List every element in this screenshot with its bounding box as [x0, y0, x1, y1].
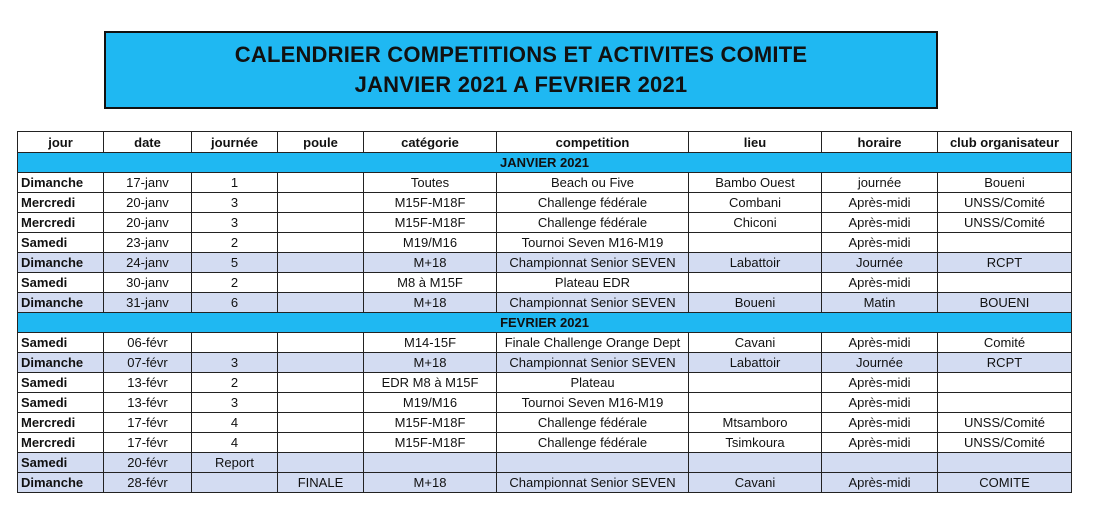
cell-date: 28-févr	[104, 473, 192, 493]
cell-competition: Plateau	[497, 373, 689, 393]
cell-categorie: M15F-M18F	[364, 213, 497, 233]
cell-poule	[278, 253, 364, 273]
cell-journee: 3	[192, 353, 278, 373]
cell-lieu	[689, 233, 822, 253]
cell-journee: 1	[192, 173, 278, 193]
cell-lieu: Labattoir	[689, 353, 822, 373]
cell-categorie: M+18	[364, 253, 497, 273]
cell-competition: Championnat Senior SEVEN	[497, 353, 689, 373]
cell-jour: Mercredi	[18, 213, 104, 233]
month-band-row	[18, 313, 1072, 333]
cell-lieu: Boueni	[689, 293, 822, 313]
cell-lieu	[689, 373, 822, 393]
cell-date: 30-janv	[104, 273, 192, 293]
table-row	[18, 453, 1072, 473]
cell-club	[938, 373, 1072, 393]
cell-categorie: M8 à M15F	[364, 273, 497, 293]
cell-competition: Challenge fédérale	[497, 213, 689, 233]
column-header: jour	[18, 132, 104, 153]
cell-jour: Dimanche	[18, 253, 104, 273]
cell-date: 20-janv	[104, 213, 192, 233]
cell-journee: 3	[192, 193, 278, 213]
table-row	[18, 373, 1072, 393]
cell-competition: Challenge fédérale	[497, 433, 689, 453]
cell-date: 13-févr	[104, 373, 192, 393]
cell-lieu: Combani	[689, 193, 822, 213]
month-label: FEVRIER 2021	[18, 313, 1072, 333]
cell-lieu: Mtsamboro	[689, 413, 822, 433]
column-header: lieu	[689, 132, 822, 153]
column-header: club organisateur	[938, 132, 1072, 153]
month-label: JANVIER 2021	[18, 153, 1072, 173]
cell-categorie: M15F-M18F	[364, 413, 497, 433]
cell-poule	[278, 173, 364, 193]
cell-categorie: M19/M16	[364, 393, 497, 413]
cell-club: Comité	[938, 333, 1072, 353]
cell-lieu: Chiconi	[689, 213, 822, 233]
cell-jour: Dimanche	[18, 353, 104, 373]
month-band-row	[18, 153, 1072, 173]
cell-jour: Samedi	[18, 233, 104, 253]
cell-horaire: Après-midi	[822, 393, 938, 413]
cell-categorie	[364, 453, 497, 473]
cell-journee: 6	[192, 293, 278, 313]
cell-date: 06-févr	[104, 333, 192, 353]
cell-date: 23-janv	[104, 233, 192, 253]
cell-horaire: Après-midi	[822, 373, 938, 393]
column-header: horaire	[822, 132, 938, 153]
cell-lieu: Cavani	[689, 473, 822, 493]
cell-horaire: Après-midi	[822, 333, 938, 353]
cell-horaire	[822, 453, 938, 473]
table-body	[18, 153, 1072, 493]
cell-date: 24-janv	[104, 253, 192, 273]
cell-competition: Challenge fédérale	[497, 193, 689, 213]
cell-poule	[278, 413, 364, 433]
cell-poule	[278, 193, 364, 213]
cell-poule	[278, 373, 364, 393]
cell-date: 31-janv	[104, 293, 192, 313]
cell-categorie: M15F-M18F	[364, 193, 497, 213]
cell-journee: 3	[192, 213, 278, 233]
cell-lieu: Labattoir	[689, 253, 822, 273]
cell-competition: Challenge fédérale	[497, 413, 689, 433]
cell-club: UNSS/Comité	[938, 433, 1072, 453]
cell-categorie: M+18	[364, 293, 497, 313]
table-row	[18, 273, 1072, 293]
table-row	[18, 473, 1072, 493]
cell-poule	[278, 353, 364, 373]
cell-competition	[497, 453, 689, 473]
cell-poule	[278, 453, 364, 473]
cell-competition: Beach ou Five	[497, 173, 689, 193]
cell-club: UNSS/Comité	[938, 213, 1072, 233]
cell-competition: Tournoi Seven M16-M19	[497, 393, 689, 413]
table-row	[18, 193, 1072, 213]
cell-jour: Dimanche	[18, 173, 104, 193]
cell-journee: 2	[192, 373, 278, 393]
cell-club: COMITE	[938, 473, 1072, 493]
cell-date: 20-févr	[104, 453, 192, 473]
cell-journee	[192, 333, 278, 353]
cell-poule	[278, 393, 364, 413]
cell-journee: 2	[192, 273, 278, 293]
cell-poule	[278, 433, 364, 453]
cell-horaire: Après-midi	[822, 413, 938, 433]
cell-horaire: Après-midi	[822, 213, 938, 233]
column-header: date	[104, 132, 192, 153]
cell-date: 17-janv	[104, 173, 192, 193]
cell-date: 17-févr	[104, 433, 192, 453]
cell-categorie: M+18	[364, 353, 497, 373]
cell-club	[938, 273, 1072, 293]
column-header: poule	[278, 132, 364, 153]
column-header: catégorie	[364, 132, 497, 153]
cell-categorie: EDR M8 à M15F	[364, 373, 497, 393]
cell-poule	[278, 333, 364, 353]
cell-lieu: Tsimkoura	[689, 433, 822, 453]
cell-jour: Samedi	[18, 373, 104, 393]
cell-horaire: Matin	[822, 293, 938, 313]
cell-club: BOUENI	[938, 293, 1072, 313]
cell-journee: 4	[192, 413, 278, 433]
column-header: journée	[192, 132, 278, 153]
cell-lieu	[689, 453, 822, 473]
cell-categorie: M14-15F	[364, 333, 497, 353]
cell-categorie: M15F-M18F	[364, 433, 497, 453]
cell-categorie: M+18	[364, 473, 497, 493]
cell-horaire: Après-midi	[822, 273, 938, 293]
cell-date: 13-févr	[104, 393, 192, 413]
cell-journee: 4	[192, 433, 278, 453]
cell-horaire: Journée	[822, 253, 938, 273]
table-row	[18, 433, 1072, 453]
cell-competition: Tournoi Seven M16-M19	[497, 233, 689, 253]
cell-competition: Championnat Senior SEVEN	[497, 473, 689, 493]
cell-date: 17-févr	[104, 413, 192, 433]
table-row	[18, 213, 1072, 233]
cell-poule	[278, 213, 364, 233]
cell-journee: Report	[192, 453, 278, 473]
cell-club	[938, 233, 1072, 253]
cell-lieu	[689, 273, 822, 293]
cell-club: UNSS/Comité	[938, 193, 1072, 213]
cell-club: RCPT	[938, 253, 1072, 273]
cell-competition: Finale Challenge Orange Dept	[497, 333, 689, 353]
cell-jour: Dimanche	[18, 473, 104, 493]
title-banner	[104, 31, 938, 109]
cell-competition: Plateau EDR	[497, 273, 689, 293]
cell-competition: Championnat Senior SEVEN	[497, 293, 689, 313]
cell-jour: Samedi	[18, 333, 104, 353]
cell-journee: 3	[192, 393, 278, 413]
cell-horaire: Après-midi	[822, 473, 938, 493]
cell-jour: Samedi	[18, 453, 104, 473]
cell-club	[938, 393, 1072, 413]
cell-competition: Championnat Senior SEVEN	[497, 253, 689, 273]
cell-journee: 2	[192, 233, 278, 253]
title-line-2: JANVIER 2021 A FEVRIER 2021	[354, 72, 688, 97]
cell-date: 20-janv	[104, 193, 192, 213]
cell-club	[938, 453, 1072, 473]
cell-lieu: Cavani	[689, 333, 822, 353]
cell-horaire: Après-midi	[822, 433, 938, 453]
table-row	[18, 253, 1072, 273]
cell-journee: 5	[192, 253, 278, 273]
table-row	[18, 393, 1072, 413]
cell-jour: Samedi	[18, 393, 104, 413]
cell-jour: Samedi	[18, 273, 104, 293]
cell-lieu: Bambo Ouest	[689, 173, 822, 193]
cell-jour: Mercredi	[18, 193, 104, 213]
cell-horaire: Journée	[822, 353, 938, 373]
cell-club: UNSS/Comité	[938, 413, 1072, 433]
cell-jour: Mercredi	[18, 413, 104, 433]
cell-poule	[278, 273, 364, 293]
cell-horaire: Après-midi	[822, 233, 938, 253]
cell-club: RCPT	[938, 353, 1072, 373]
table-row	[18, 233, 1072, 253]
cell-club: Boueni	[938, 173, 1072, 193]
header-row	[18, 132, 1072, 153]
table-row	[18, 353, 1072, 373]
cell-poule	[278, 233, 364, 253]
cell-date: 07-févr	[104, 353, 192, 373]
cell-jour: Mercredi	[18, 433, 104, 453]
cell-journee	[192, 473, 278, 493]
cell-horaire: Après-midi	[822, 193, 938, 213]
cell-categorie: M19/M16	[364, 233, 497, 253]
cell-lieu	[689, 393, 822, 413]
title-line-1: CALENDRIER COMPETITIONS ET ACTIVITES COMITE	[234, 42, 808, 67]
cell-poule: FINALE	[278, 473, 364, 493]
table-row	[18, 173, 1072, 193]
table-row	[18, 293, 1072, 313]
table-row	[18, 333, 1072, 353]
cell-horaire: journée	[822, 173, 938, 193]
cell-categorie: Toutes	[364, 173, 497, 193]
cell-poule	[278, 293, 364, 313]
table-row	[18, 413, 1072, 433]
calendar-table	[17, 131, 1072, 493]
column-header: competition	[497, 132, 689, 153]
cell-jour: Dimanche	[18, 293, 104, 313]
